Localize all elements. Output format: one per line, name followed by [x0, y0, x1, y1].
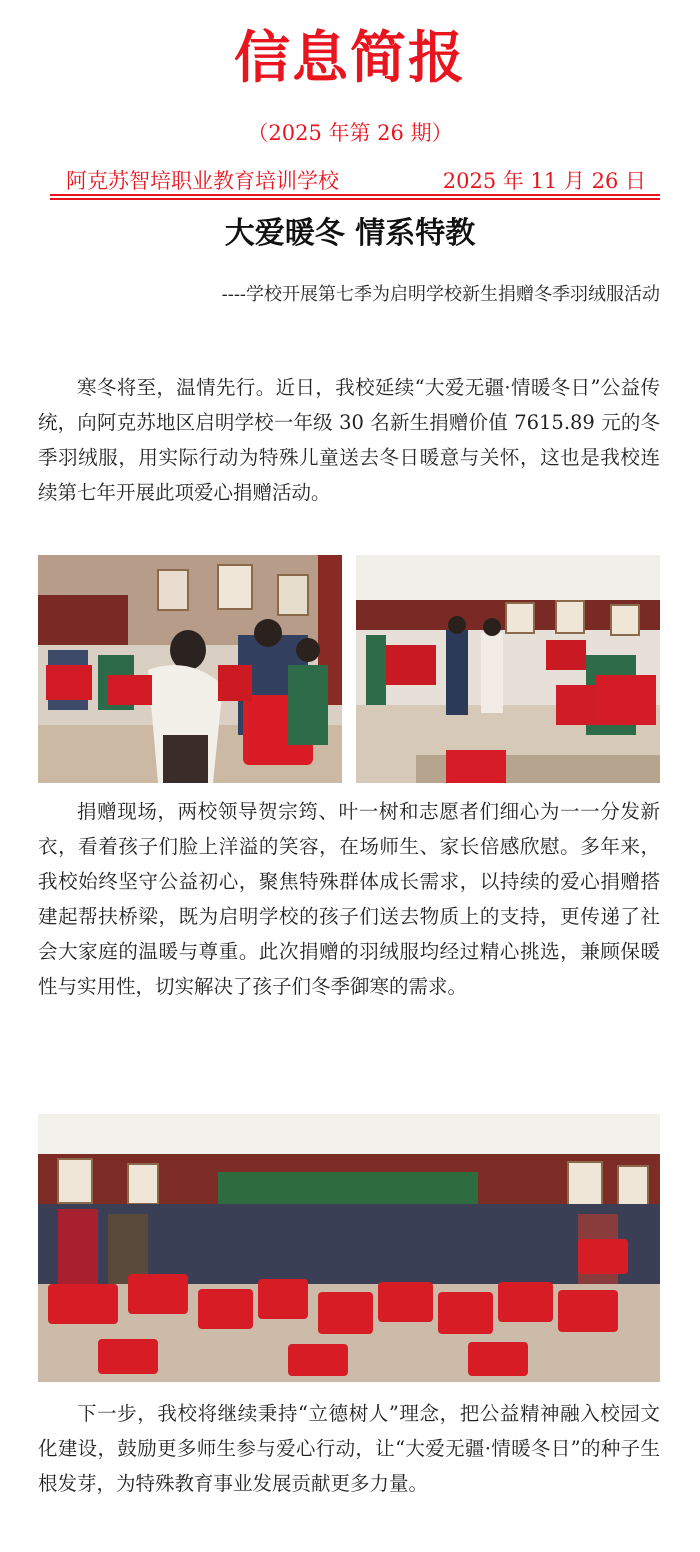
publish-date: 2025 年 11 月 26 日	[442, 169, 646, 193]
paragraph-2: 捐赠现场，两校领导贺宗筠、叶一树和志愿者们细心为一一分发新衣，看着孩子们脸上洋溢的笑容，在场师生、家长倍感欣慰。多年来，我校始终坚守公益初心，聚焦特殊群体成长需求，以持续的爱心捐赠搭建起帮扶桥梁，既为启明学校的孩子们送去物质上的支持，更传递了社会大家庭的温暖与尊重。此次捐赠的羽绒服均经过精心挑选，兼顾保暖性与实用性，切实解决了孩子们冬季御寒的需求。	[38, 800, 660, 998]
article-subtitle: ----学校开展第七季为启明学校新生捐赠冬季羽绒服活动	[221, 284, 660, 305]
photo-distribution-1	[38, 555, 342, 783]
paragraph-3: 下一步，我校将继续秉持“立德树人”理念，把公益精神融入校园文化建设，鼓励更多师生参与爱心行动，让“大爱无疆·情暖冬日”的种子生根发芽，为特殊教育事业发展贡献更多力量。	[38, 1402, 660, 1495]
article-headline: 大爱暖冬 情系特教	[224, 216, 476, 251]
photo-distribution-2	[356, 555, 660, 783]
paragraph-1: 寒冬将至，温情先行。近日，我校延续“大爱无疆·情暖冬日”公益传统，向阿克苏地区启明学校一年级 30 名新生捐赠价值 7615.89 元的冬季羽绒服，用实际行动为特殊儿童送去冬日暖意与关怀，这也是我校连续第七年开展此项爱心捐赠活动。	[38, 376, 660, 504]
organization-name: 阿克苏智培职业教育培训学校	[66, 169, 339, 193]
header-rule-bottom	[50, 198, 660, 200]
photo-group	[38, 1114, 660, 1382]
header-rule-top	[50, 194, 660, 196]
issue-number: （2025 年第 26 期）	[247, 121, 453, 145]
masthead-title: 信息简报	[234, 25, 466, 91]
organization-line	[50, 166, 660, 196]
